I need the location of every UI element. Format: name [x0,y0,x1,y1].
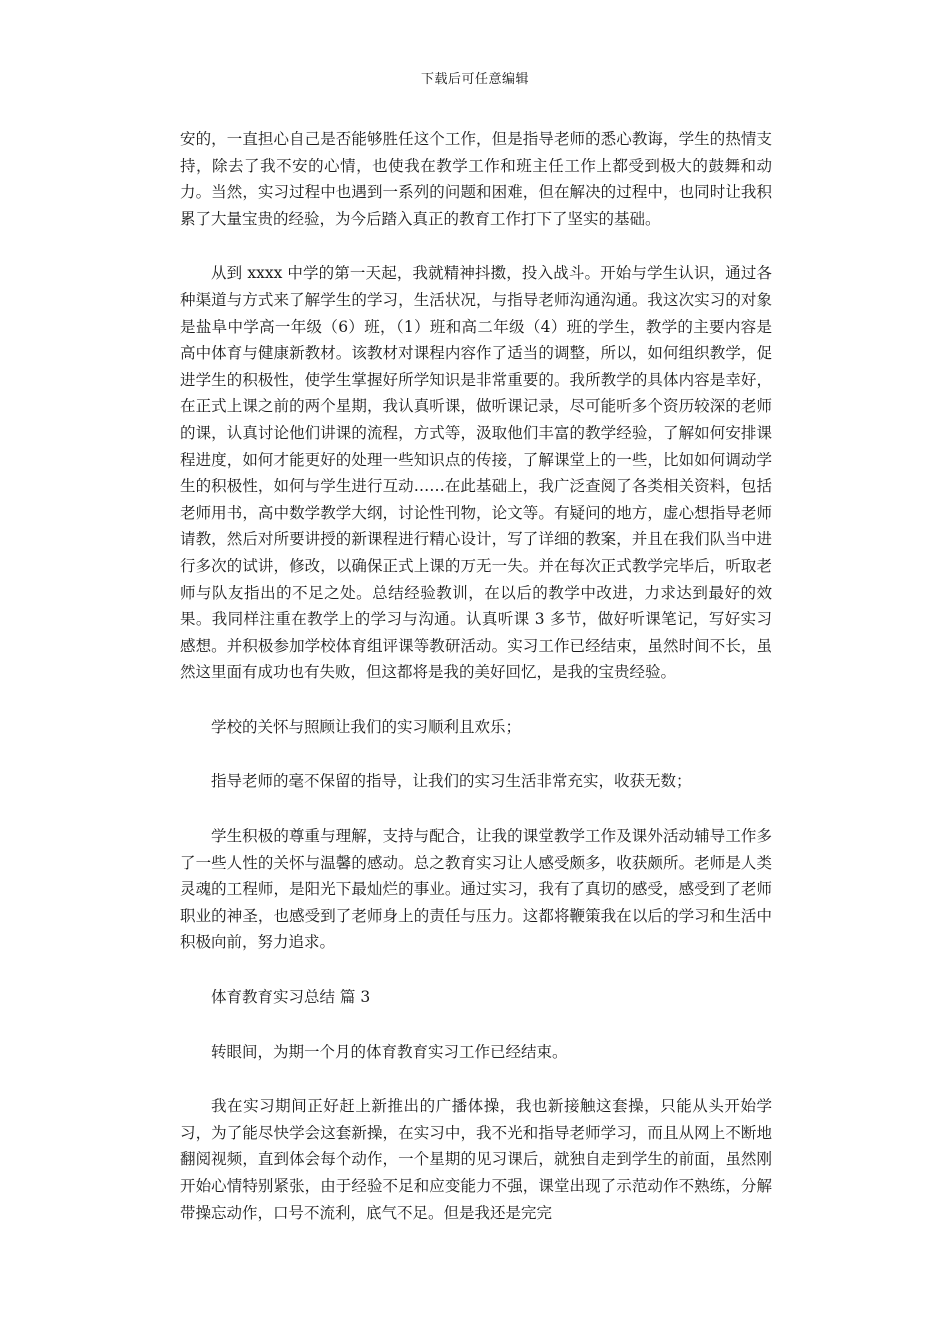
paragraph-broadcast-exercise: 我在实习期间正好赶上新推出的广播体操，我也新接触这套操，只能从头开始学习，为了能尽快学会这套新操，在实习中，我不光和指导老师学习，而且从网上不断地翻阅视频，直到体会每个动作，一个星期的见习课后，就独自走到学生的前面，虽然刚开始心情特别紧张，由于经验不足和应变能力不强，课堂出现了示范动作不熟练，分解带操忘动作，口号不流利，底气不足。但是我还是完完 [180,1097,772,1222]
paragraph-school-care: 学校的关怀与照顾让我们的实习顺利且欢乐； [211,717,522,736]
paragraph-month-ended: 转眼间，为期一个月的体育教育实习工作已经结束。 [211,1042,568,1061]
paragraph-teacher-guidance: 指导老师的毫不保留的指导，让我们的实习生活非常充实，收获无数； [211,772,692,791]
paragraph-internship-start: 从到 xxxx 中学的第一天起，我就精神抖擞，投入战斗。开始与学生认识，通过各种渠道与方式来了解学生的学习，生活状况，与指导老师沟通沟通。我这次实习的对象是盐阜中学高一年级（6）班，（1）班和高二年级（4）班的学生，教学的主要内容是高中体育与健康新教材。该教材对课程内容作了适当的调整，所以，如何组织教学，促进学生的积极性，使学生掌握好所学知识是非常重要的。我所教学的具体内容是幸好，在正式上课之前的两个星期，我认真听课，做听课记录，尽可能听多个资历较深的老师的课，认真讨论他们讲课的流程，方式等，汲取他们丰富的教学经验，了解如何安排课程进度，如何才能更好的处理一些知识点的传接，了解课堂上的一些，比如如何调动学生的积极性，如何与学生进行互动……在此基础上，我广泛查阅了各类相关资料，包括老师用书，高中数学教学大纲，讨论性刊物，论文等。有疑问的地方，虚心想指导老师请教，然后对所要讲授的新课程进行精心设计，写了详细的教案，并且在我们队当中进行多次的试讲，修改，以确保正式上课的万无一失。并在每次正式教学完毕后，听取老师与队友指出的不足之处。总结经验教训，在以后的教学中改进，力求达到最好的效果。我同样注重在教学上的学习与沟通。认真听课 3 多节，做好听课笔记，写好实习感想。并积极参加学校体育组评课等教研活动。实习工作已经结束，虽然时间不长，虽然这里面有成功也有失败，但这都将是我的美好回忆，是我的宝贵经验。 [180,264,772,682]
section-heading: 体育教育实习总结 篇 3 [211,988,371,1007]
paragraph-continuation: 安的，一直担心自己是否能够胜任这个工作，但是指导老师的悉心教诲，学生的热情支持，除去了我不安的心情，也使我在教学工作和班主任工作上都受到极大的鼓舞和动力。当然，实习过程中也遇到一系列的问题和困难，但在解决的过程中，也同时让我积累了大量宝贵的经验，为今后踏入真正的教育工作打下了坚实的基础。 [180,130,772,228]
header-note: 下载后可任意编辑 [420,72,529,87]
document-body [180,126,772,1226]
paragraph-student-respect: 学生积极的尊重与理解，支持与配合，让我的课堂教学工作及课外活动辅导工作多了一些人性的关怀与温馨的感动。总之教育实习让人感受颇多，收获颇所。老师是人类灵魂的工程师，是阳光下最灿烂的事业。通过实习，我有了真切的感受，感受到了老师职业的神圣，也感受到了老师身上的责任与压力。这都将鞭策我在以后的学习和生活中积极向前，努力追求。 [180,827,772,952]
